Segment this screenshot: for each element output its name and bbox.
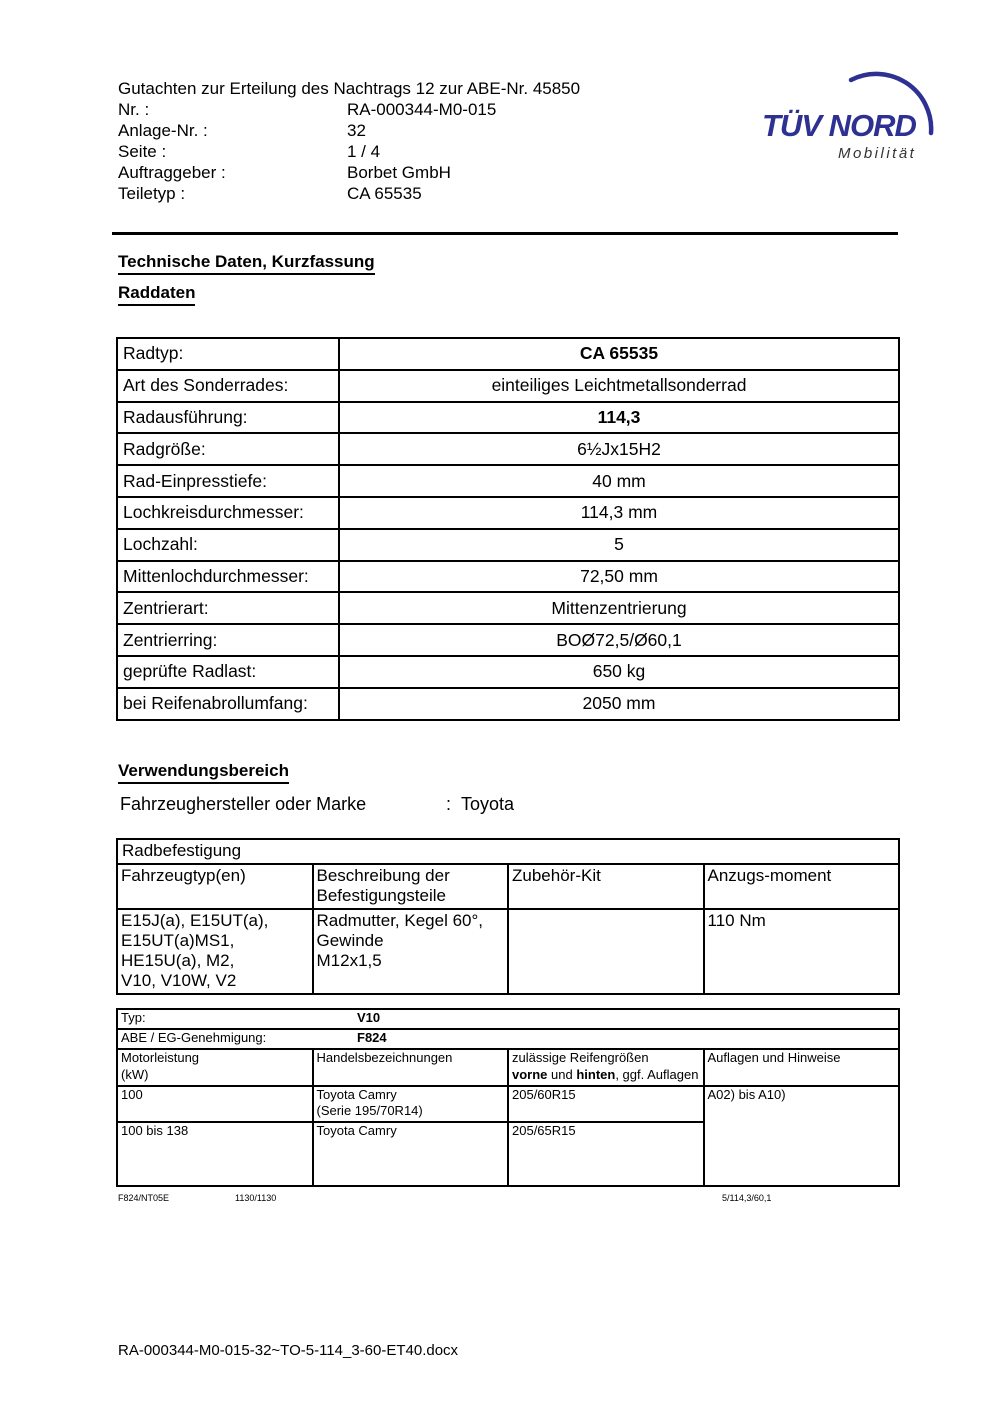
- table-title-row: [117, 839, 899, 864]
- typ-label: Typ:: [121, 1010, 146, 1025]
- abe-value: F824: [357, 1029, 387, 1045]
- cell-reifengroesse: 205/60R15: [508, 1086, 704, 1123]
- table-row: [117, 338, 899, 370]
- row-value: CA 65535: [339, 338, 899, 370]
- section-heading-raddaten: Raddaten: [118, 283, 195, 306]
- radbefestigung-title: Radbefestigung: [117, 839, 899, 864]
- footer-code: F824/NT05E: [118, 1193, 170, 1203]
- header-bold-vorne: vorne: [512, 1066, 548, 1082]
- hersteller-label: Fahrzeughersteller oder Marke: [120, 794, 367, 814]
- row-label: Lochzahl:: [117, 529, 339, 561]
- header-field-nr: [118, 99, 580, 120]
- cell-motorleistung: 100 bis 138: [117, 1122, 313, 1186]
- cell-line: (Serie 195/70R14): [316, 1103, 423, 1119]
- row-value: einteiliges Leichtmetallsonderrad: [339, 370, 899, 402]
- typ-table-footer: [118, 1193, 902, 1205]
- col-header-zubehoer: Zubehör-Kit: [508, 864, 704, 909]
- header-bold-hinten: hinten: [576, 1066, 616, 1082]
- row-label: Lochkreisdurchmesser:: [117, 497, 339, 529]
- cell-anzugsmoment: 110 Nm: [704, 909, 900, 994]
- page-footer-filename: RA-000344-M0-015-32~TO-5-114_3-60-ET40.docx: [118, 1342, 459, 1359]
- col-header-auflagen: Auflagen und Hinweise: [704, 1049, 900, 1086]
- row-value: 114,3 mm: [339, 497, 899, 529]
- cell-motorleistung: 100: [117, 1086, 313, 1123]
- table-row: [117, 561, 899, 593]
- footer-code: 5/114,3/60,1: [722, 1193, 772, 1203]
- hersteller-value: Toyota: [461, 794, 515, 814]
- field-label: Teiletyp :: [118, 184, 186, 203]
- row-label: geprüfte Radlast:: [117, 656, 339, 688]
- header-divider: [112, 232, 898, 235]
- row-label: Mittenlochdurchmesser:: [117, 561, 339, 593]
- row-value: 72,50 mm: [339, 561, 899, 593]
- col-header-beschreibung: Beschreibung der Befestigungsteile: [313, 864, 509, 909]
- table-row: [117, 529, 899, 561]
- hersteller-line: [120, 794, 514, 815]
- section-heading-verwendungsbereich: Verwendungsbereich: [118, 761, 289, 784]
- hersteller-separator: :: [446, 794, 452, 814]
- table-row: [117, 497, 899, 529]
- field-label: Auftraggeber :: [118, 163, 226, 182]
- field-value: 32: [347, 121, 366, 140]
- table-row: [117, 592, 899, 624]
- table-header-row: [117, 1049, 899, 1086]
- row-label: bei Reifenabrollumfang:: [117, 688, 339, 720]
- cell-typ: [117, 1009, 899, 1029]
- table-row: [117, 465, 899, 497]
- table-row: [117, 909, 899, 994]
- row-value: 5: [339, 529, 899, 561]
- row-value: 2050 mm: [339, 688, 899, 720]
- row-label: Zentrierart:: [117, 592, 339, 624]
- field-label: Anlage-Nr. :: [118, 121, 208, 140]
- tuv-nord-logo: [750, 48, 960, 173]
- cell-handelsbezeichnung: [313, 1086, 509, 1123]
- row-value: 650 kg: [339, 656, 899, 688]
- row-label: Rad-Einpresstiefe:: [117, 465, 339, 497]
- cell-handelsbezeichnung: [313, 1122, 509, 1186]
- col-header-reifengroessen: [508, 1049, 704, 1086]
- row-value: 40 mm: [339, 465, 899, 497]
- field-value: RA-000344-M0-015: [347, 100, 497, 119]
- typ-row: [117, 1009, 899, 1029]
- col-header-motorleistung: [117, 1049, 313, 1086]
- table-row: [117, 688, 899, 720]
- footer-code: 1130/1130: [235, 1193, 277, 1203]
- field-value: CA 65535: [347, 184, 422, 203]
- table-row: [117, 624, 899, 656]
- abe-row: [117, 1029, 899, 1049]
- cell-fahrzeugtyp: [117, 909, 313, 994]
- raddaten-table: [116, 337, 900, 721]
- header-mid: und: [547, 1066, 577, 1082]
- typ-table: [116, 1008, 900, 1187]
- cell-line: E15UT(a)MS1, HE15U(a), M2,: [121, 931, 235, 971]
- table-row: [117, 370, 899, 402]
- field-value: 1 / 4: [347, 142, 381, 161]
- table-row: [117, 402, 899, 434]
- table-header-row: [117, 864, 899, 909]
- typ-value: V10: [357, 1010, 381, 1025]
- row-value: BOØ72,5/Ø60,1: [339, 624, 899, 656]
- cell-line: Toyota Camry: [316, 1086, 397, 1102]
- cell-line: Radmutter, Kegel 60°, Gewinde: [316, 911, 484, 951]
- row-value: 114,3: [339, 402, 899, 434]
- cell-abe: [117, 1029, 899, 1049]
- row-label: Radgröße:: [117, 433, 339, 465]
- row-label: Radausführung:: [117, 402, 339, 434]
- header-line: zulässige Reifengrößen: [512, 1049, 649, 1065]
- logo-tagline: Mobilität: [838, 145, 917, 162]
- cell-line: E15J(a), E15UT(a),: [121, 911, 269, 931]
- cell-beschreibung: [313, 909, 509, 994]
- row-label: Art des Sonderrades:: [117, 370, 339, 402]
- abe-label: ABE / EG-Genehmigung:: [121, 1029, 267, 1045]
- table-row: [117, 1086, 899, 1123]
- section-heading-technische-daten: Technische Daten, Kurzfassung: [118, 252, 375, 275]
- header-field-auftraggeber: [118, 162, 580, 183]
- cell-zubehoer-kit: [508, 909, 704, 994]
- document-header: [118, 78, 580, 204]
- field-label: Nr. :: [118, 100, 150, 119]
- logo-brand-text: TÜV NORD: [762, 108, 916, 143]
- col-header-handelsbezeichnungen: Handelsbezeichnungen: [313, 1049, 509, 1086]
- field-label: Seite :: [118, 142, 167, 161]
- header-line: [512, 1067, 700, 1084]
- radbefestigung-table: [116, 838, 900, 995]
- header-field-seite: [118, 141, 580, 162]
- header-line: Motorleistung: [121, 1049, 200, 1065]
- cell-line: Toyota Camry: [316, 1123, 397, 1139]
- col-header-fahrzeugtyp: Fahrzeugtyp(en): [117, 864, 313, 909]
- cell-line: M12x1,5: [316, 951, 382, 971]
- header-line: (kW): [121, 1066, 149, 1082]
- document-title: Gutachten zur Erteilung des Nachtrags 12 zur ABE-Nr. 45850: [118, 79, 581, 98]
- header-field-anlage: [118, 120, 580, 141]
- row-value: Mittenzentrierung: [339, 592, 899, 624]
- cell-line: V10, V10W, V2: [121, 971, 237, 991]
- row-value: 6½Jx15H2: [339, 433, 899, 465]
- field-value: Borbet GmbH: [347, 163, 451, 182]
- header-field-teiletyp: [118, 183, 580, 204]
- table-row: [117, 656, 899, 688]
- cell-reifengroesse: 205/65R15: [508, 1122, 704, 1186]
- cell-auflagen: A02) bis A10): [704, 1086, 900, 1187]
- row-label: Radtyp:: [117, 338, 339, 370]
- table-row: [117, 433, 899, 465]
- col-header-anzugsmoment: Anzugs-moment: [704, 864, 900, 909]
- row-label: Zentrierring:: [117, 624, 339, 656]
- header-rest: , ggf. Auflagen: [615, 1066, 699, 1082]
